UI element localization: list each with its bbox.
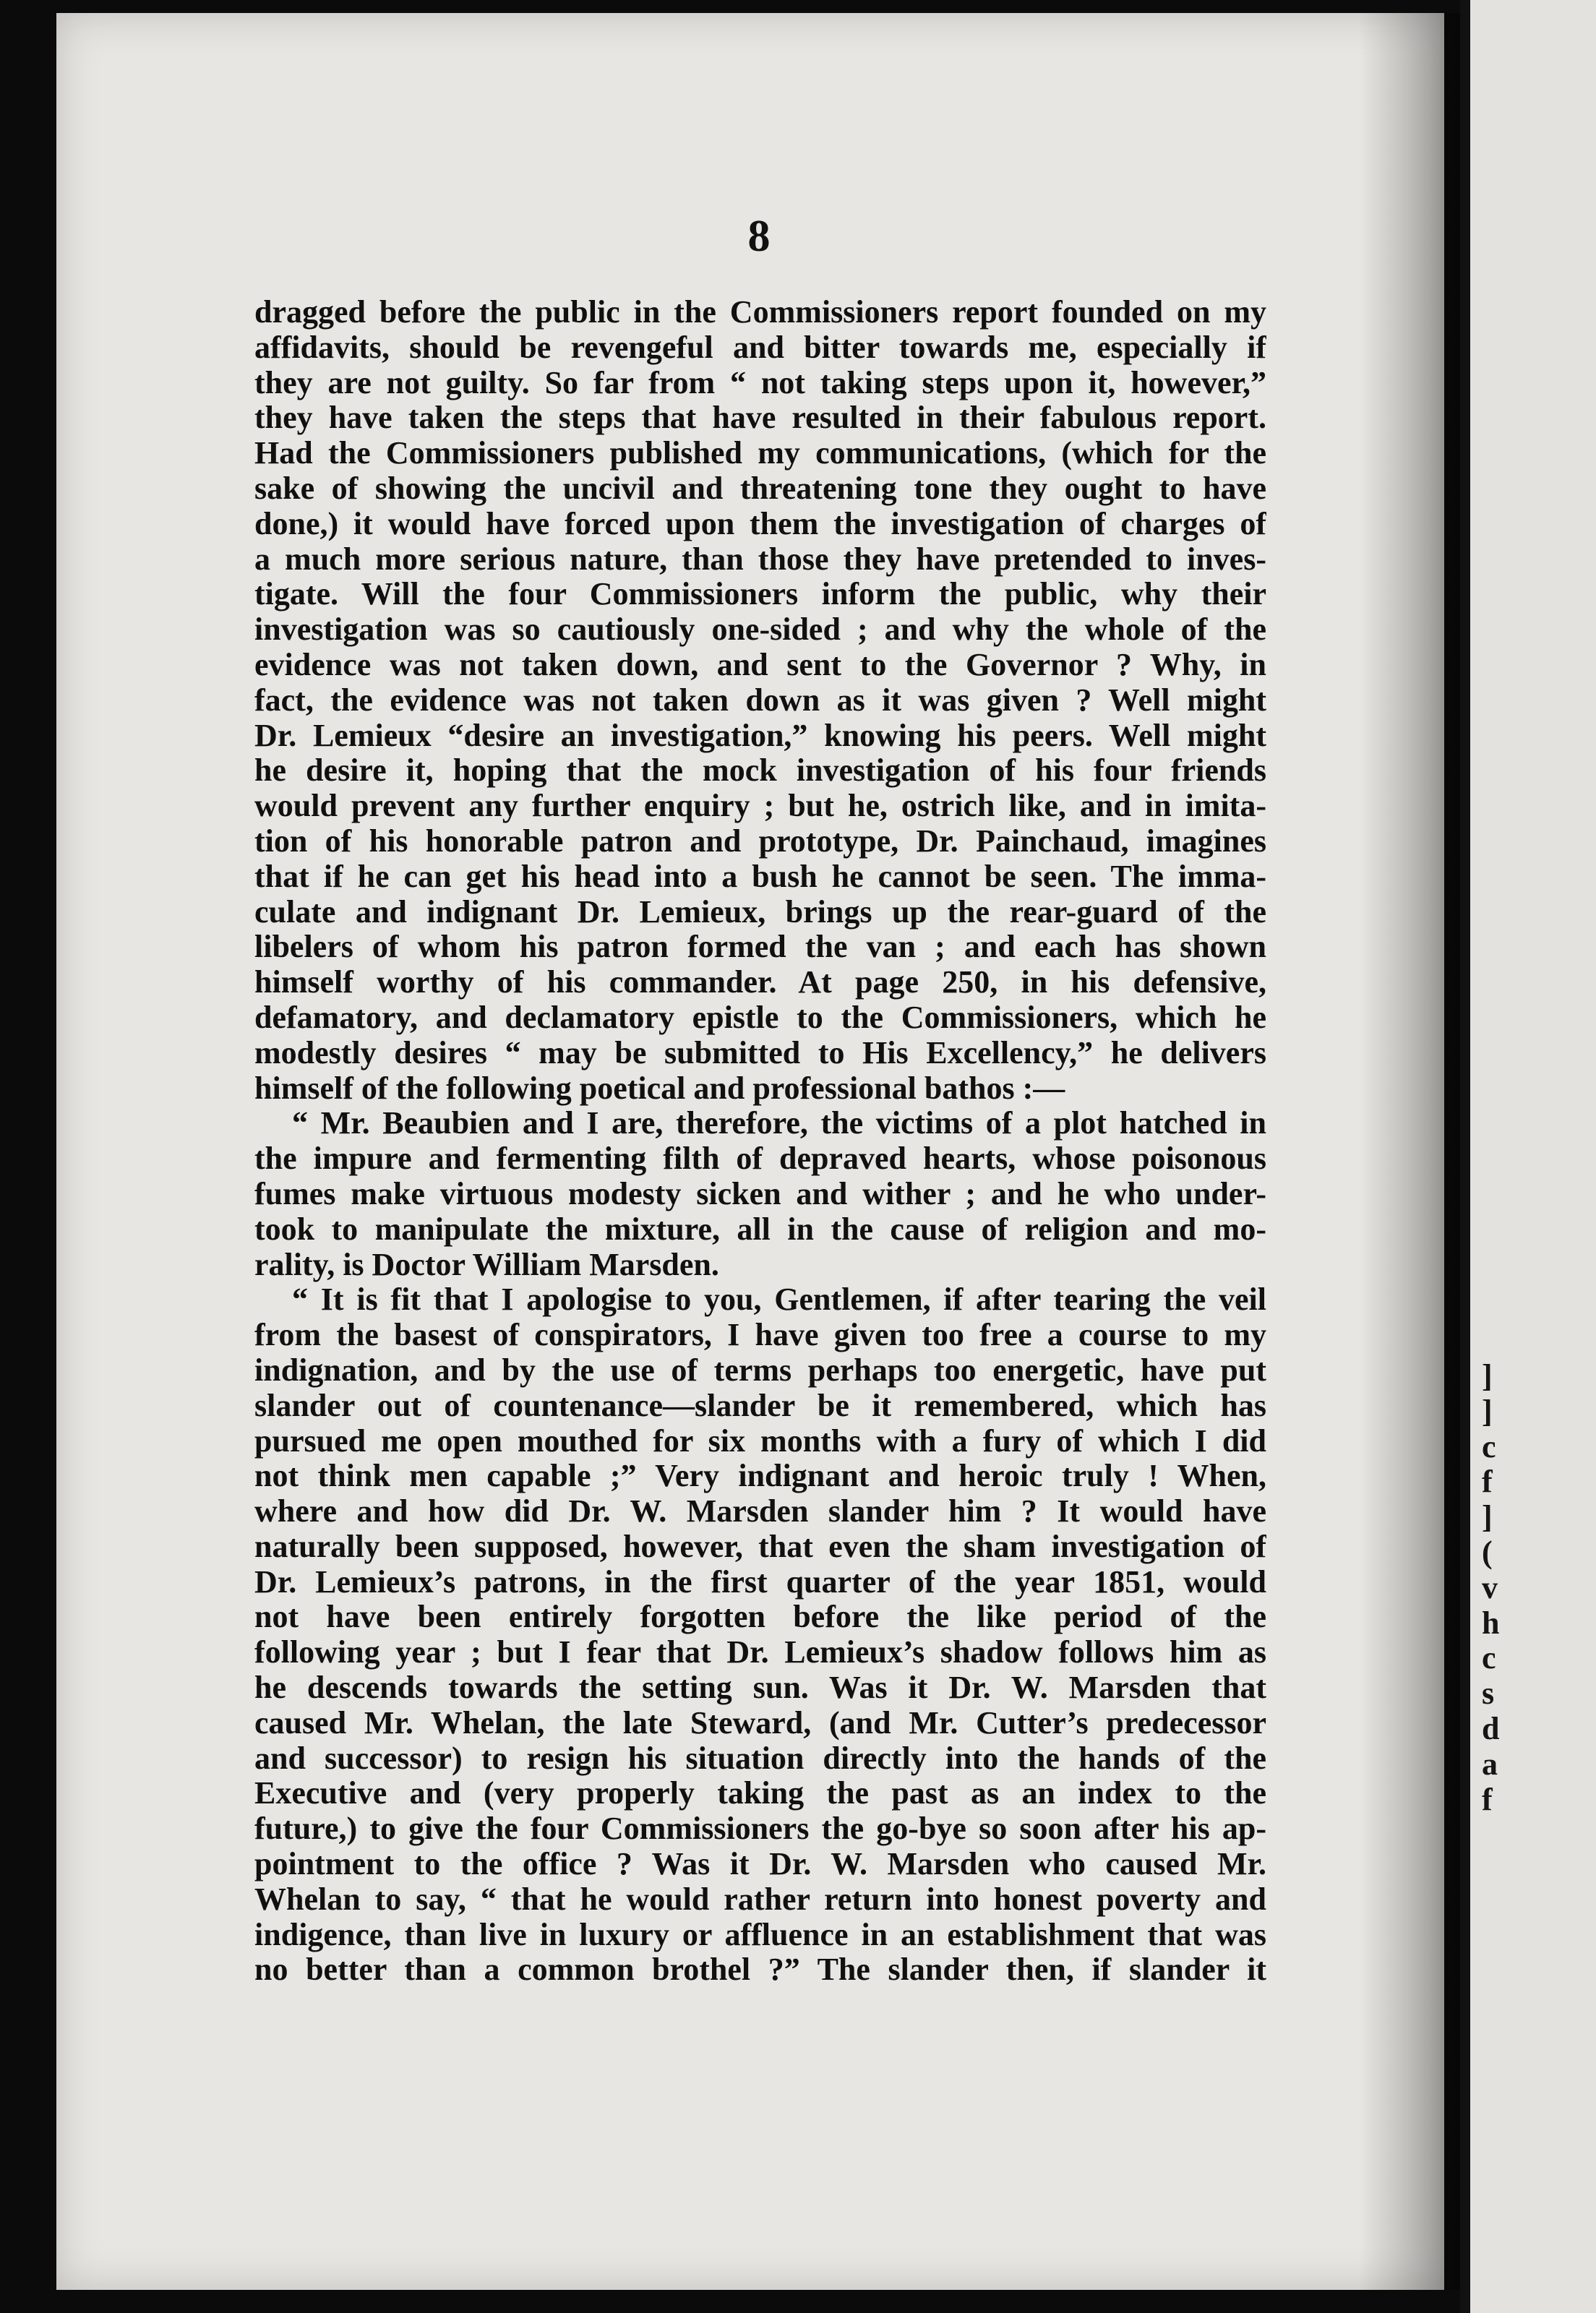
text-line: slander out of countenance—slander be it remembered, which has	[254, 1388, 1266, 1423]
text-line: they are not guilty. So far from “ not taking steps upon it, however,”	[254, 365, 1266, 400]
text-line: where and how did Dr. W. Marsden slander him ? It would have	[254, 1494, 1266, 1529]
text-line: the impure and fermenting filth of depraved hearts, whose poisonous	[254, 1141, 1266, 1177]
fragment-glyph: (	[1482, 1534, 1493, 1570]
text-line: took to manipulate the mixture, all in the cause of religion and mo-	[254, 1211, 1266, 1247]
text-line: caused Mr. Whelan, the late Steward, (and Mr. Cutter’s predecessor	[254, 1705, 1266, 1741]
fragment-glyph: f	[1482, 1781, 1493, 1817]
text-line: evidence was not taken down, and sent to the Governor ? Why, in	[254, 647, 1266, 682]
gutter-shadow	[1359, 13, 1460, 2290]
text-line: not have been entirely forgotten before the like period of the	[254, 1600, 1266, 1635]
fragment-glyph: ]	[1482, 1393, 1493, 1429]
text-line: culate and indignant Dr. Lemieux, brings up the rear-guard of the	[254, 894, 1266, 930]
fragment-glyph: ]	[1482, 1358, 1493, 1394]
text-line: Whelan to say, “ that he would rather return into honest poverty and	[254, 1881, 1266, 1917]
fragment-glyph: d	[1482, 1710, 1500, 1746]
text-line: dragged before the public in the Commissioners report founded on my	[254, 295, 1266, 330]
text-line: Executive and (very properly taking the past as an index to the	[254, 1776, 1266, 1811]
fragment-glyph: c	[1482, 1640, 1496, 1676]
fragment-glyph: ]	[1482, 1499, 1493, 1535]
text-line: indignation, and by the use of terms perhaps too energetic, have put	[254, 1352, 1266, 1388]
fragment-glyph: c	[1482, 1428, 1496, 1464]
text-line: he descends towards the setting sun. Was it Dr. W. Marsden that	[254, 1670, 1266, 1706]
text-line: “ It is fit that I apologise to you, Gentlemen, if after tearing the veil	[292, 1282, 1266, 1318]
text-line: defamatory, and declamatory epistle to the Commissioners, which he	[254, 1000, 1266, 1035]
fragment-glyph: a	[1482, 1746, 1498, 1782]
text-line: sake of showing the uncivil and threatening tone they ought to have	[254, 471, 1266, 506]
text-line: pointment to the office ? Was it Dr. W. Marsden who caused Mr.	[254, 1847, 1266, 1882]
text-line: Dr. Lemieux “desire an investigation,” knowing his peers. Well might	[254, 718, 1266, 753]
text-line: fumes make virtuous modesty sicken and wither ; and he who under-	[254, 1176, 1266, 1211]
text-line: following year ; but I fear that Dr. Lemieux’s shadow follows him as	[254, 1635, 1266, 1670]
fragment-glyph: f	[1482, 1464, 1493, 1500]
text-line: from the basest of conspirators, I have given too free a course to my	[254, 1318, 1266, 1353]
fragment-glyph: s	[1482, 1675, 1495, 1712]
page-divider	[1460, 0, 1470, 2313]
text-line: naturally been supposed, however, that even the sham investigation of	[254, 1529, 1266, 1564]
text-line: pursued me open mouthed for six months with a fury of which I did	[254, 1423, 1266, 1459]
text-line: done,) it would have forced upon them the investigation of charges of	[254, 506, 1266, 541]
page-number: 8	[747, 212, 771, 261]
text-line: tion of his honorable patron and prototype, Dr. Painchaud, imagines	[254, 823, 1266, 859]
text-line: would prevent any further enquiry ; but he, ostrich like, and in imita-	[254, 789, 1266, 824]
body-text	[254, 295, 1266, 1988]
adjacent-page-fragments	[1482, 1359, 1590, 1817]
text-line: tigate. Will the four Commissioners inform the public, why their	[254, 577, 1266, 612]
text-line: a much more serious nature, than those they have pretended to inves-	[254, 541, 1266, 577]
text-line: future,) to give the four Commissioners the go-bye so soon after his ap-	[254, 1811, 1266, 1847]
text-line: himself of the following poetical and professional bathos :—	[254, 1070, 1065, 1106]
text-line: Had the Commissioners published my communications, (which for the	[254, 436, 1266, 471]
text-line: fact, the evidence was not taken down as it was given ? Well might	[254, 682, 1266, 718]
text-line: and successor) to resign his situation directly into the hands of the	[254, 1741, 1266, 1776]
adjacent-page-edge	[1460, 0, 1596, 2313]
text-line: himself worthy of his commander. At page 250, in his defensive,	[254, 965, 1266, 1000]
text-line: he desire it, hoping that the mock investigation of his four friends	[254, 753, 1266, 789]
text-line: that if he can get his head into a bush he cannot be seen. The imma-	[254, 859, 1266, 894]
text-line: rality, is Doctor William Marsden.	[254, 1247, 719, 1282]
text-line: modestly desires “ may be submitted to His Excellency,” he delivers	[254, 1035, 1266, 1070]
text-line: “ Mr. Beaubien and I are, therefore, the victims of a plot hatched in	[292, 1106, 1266, 1141]
text-line: no better than a common brothel ?” The slander then, if slander it	[254, 1952, 1266, 1988]
text-line: indigence, than live in luxury or affluence in an establishment that was	[254, 1917, 1266, 1952]
text-line: not think men capable ;” Very indignant and heroic truly ! When,	[254, 1459, 1266, 1494]
text-line: investigation was so cautiously one-sided ; and why the whole of the	[254, 612, 1266, 648]
text-line: they have taken the steps that have resulted in their fabulous report.	[254, 400, 1266, 436]
fragment-glyph: h	[1482, 1605, 1500, 1641]
fragment-glyph: v	[1482, 1569, 1498, 1605]
text-line: libelers of whom his patron formed the van ; and each has shown	[254, 930, 1266, 965]
text-line: affidavits, should be revengeful and bitter towards me, especially if	[254, 330, 1266, 365]
text-line: Dr. Lemieux’s patrons, in the first quarter of the year 1851, would	[254, 1564, 1266, 1600]
